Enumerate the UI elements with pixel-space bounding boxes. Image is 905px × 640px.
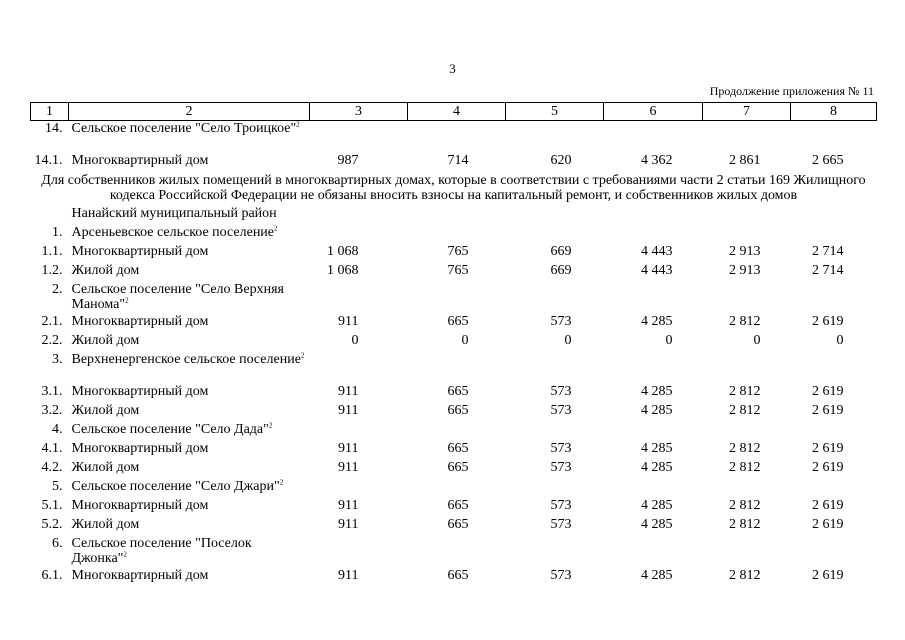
row-name: Жилой дом (71, 459, 140, 475)
table-row (31, 121, 877, 153)
value-cell: 4 285 (641, 383, 673, 399)
table-row (31, 422, 877, 441)
row-name: Жилой дом (71, 262, 140, 278)
table-row (31, 498, 877, 517)
table-row (31, 244, 877, 263)
value-cell: 765 (447, 262, 469, 278)
row-name: Верхненергенское сельское поселение (71, 351, 301, 367)
row-number: 2. (52, 281, 63, 297)
value-cell (408, 121, 506, 153)
value-cell: 0 (665, 332, 673, 348)
header-cell: 5 (506, 103, 604, 121)
value-cell: 573 (550, 516, 572, 532)
table-row (31, 333, 877, 352)
table-row (31, 314, 877, 333)
value-cell: 0 (564, 332, 572, 348)
header-cell: 8 (791, 103, 877, 121)
value-cell (791, 206, 877, 225)
value-cell: 2 913 (729, 243, 761, 259)
value-cell: 4 285 (641, 402, 673, 418)
row-name: Многоквартирный дом (71, 567, 209, 583)
row-name-cell (69, 479, 310, 498)
header-cell: 7 (703, 103, 791, 121)
value-cell (791, 422, 877, 441)
value-cell: 911 (338, 459, 359, 475)
row-number: 14. (45, 121, 63, 136)
footnote-marker: 2 (268, 420, 273, 429)
value-cell (506, 479, 604, 498)
row-number: 2.1. (41, 313, 63, 329)
value-cell (310, 352, 408, 384)
value-cell: 2 619 (812, 497, 844, 513)
value-cell: 2 665 (812, 152, 844, 168)
value-cell (310, 121, 408, 153)
value-cell: 2 913 (729, 262, 761, 278)
row-name: Жилой дом (71, 332, 140, 348)
header-row (31, 103, 877, 121)
value-cell (703, 536, 791, 568)
value-cell (703, 225, 791, 244)
row-name-cell (69, 460, 310, 479)
value-cell: 4 285 (641, 440, 673, 456)
value-cell: 669 (550, 262, 572, 278)
row-name: Многоквартирный дом (71, 440, 209, 456)
row-number: 1. (52, 224, 63, 240)
value-cell (604, 225, 703, 244)
row-name: Арсеньевское сельское поселение (71, 224, 275, 240)
value-cell (506, 422, 604, 441)
value-cell: 911 (338, 497, 359, 513)
value-cell: 714 (447, 152, 469, 168)
value-cell: 573 (550, 383, 572, 399)
footnote-marker: 2 (279, 477, 284, 486)
note-text: Для собственников жилых помещений в многоквартирных домах, которые в соответствии с требованиями части 2 статьи 169 Жилищного кодекса Российской Федерации не обязаны вносить взносы на капитальный ремонт, и собственников жилых домов (41, 172, 866, 203)
row-name: Сельское поселение "Село Джари" (71, 478, 280, 494)
table-row (31, 282, 877, 314)
row-number: 5.2. (41, 516, 63, 532)
value-cell: 2 714 (812, 243, 844, 259)
value-cell: 911 (338, 402, 359, 418)
value-cell: 573 (550, 313, 572, 329)
row-name-cell (69, 568, 310, 587)
value-cell: 573 (550, 440, 572, 456)
value-cell: 911 (338, 516, 359, 532)
value-cell: 2 619 (812, 440, 844, 456)
footnote-marker: 2 (296, 120, 300, 129)
row-name-cell (69, 352, 310, 384)
row-name-cell (69, 422, 310, 441)
table-row (31, 441, 877, 460)
row-number: 3.1. (41, 383, 63, 399)
value-cell: 4 285 (641, 516, 673, 532)
value-cell (703, 422, 791, 441)
value-cell (310, 282, 408, 314)
value-cell: 665 (447, 402, 469, 418)
page-number: 3 (449, 61, 456, 76)
value-cell: 665 (447, 567, 469, 583)
row-name: Нанайский муниципальный район (71, 205, 277, 221)
row-name-cell (69, 314, 310, 333)
value-cell: 987 (337, 152, 359, 168)
value-cell (408, 536, 506, 568)
value-cell (604, 352, 703, 384)
value-cell (408, 352, 506, 384)
value-cell (703, 352, 791, 384)
row-name-cell (69, 121, 310, 153)
row-number: 1.2. (41, 262, 63, 278)
footnote-marker: 2 (123, 549, 127, 558)
value-cell (604, 422, 703, 441)
value-cell: 2 714 (812, 262, 844, 278)
row-number: 5.1. (41, 497, 63, 513)
value-cell: 4 285 (641, 497, 673, 513)
value-cell (310, 536, 408, 568)
row-name: Сельское поселение "Поселок Джонка" (71, 535, 252, 566)
value-cell: 0 (753, 332, 761, 348)
row-name: Сельское поселение "Село Троицкое" (71, 121, 297, 136)
value-cell (791, 282, 877, 314)
row-name-cell (69, 225, 310, 244)
value-cell (791, 479, 877, 498)
value-cell: 2 812 (729, 459, 761, 475)
row-number: 1.1. (41, 243, 63, 259)
row-number: 4. (52, 421, 63, 437)
footnote-marker: 2 (125, 295, 129, 304)
value-cell: 1 068 (327, 243, 359, 259)
value-cell (408, 479, 506, 498)
table-row (31, 460, 877, 479)
value-cell (310, 225, 408, 244)
value-cell: 2 619 (812, 567, 844, 583)
value-cell (791, 352, 877, 384)
row-name-cell (69, 441, 310, 460)
row-name: Многоквартирный дом (71, 383, 209, 399)
value-cell (506, 206, 604, 225)
row-name-cell (69, 244, 310, 263)
row-number: 3. (52, 351, 63, 367)
value-cell: 4 285 (641, 459, 673, 475)
value-cell: 2 861 (729, 152, 761, 168)
header-cell: 1 (31, 103, 69, 121)
row-number (31, 206, 69, 225)
value-cell (506, 282, 604, 314)
row-name-cell (69, 517, 310, 536)
value-cell (310, 422, 408, 441)
header-cell: 3 (310, 103, 408, 121)
table-row (31, 384, 877, 403)
table-row (31, 263, 877, 282)
value-cell: 620 (550, 152, 572, 168)
row-name: Жилой дом (71, 516, 140, 532)
value-cell: 665 (447, 440, 469, 456)
row-name-cell (69, 384, 310, 403)
row-name-cell (69, 333, 310, 352)
value-cell (408, 206, 506, 225)
value-cell: 4 362 (641, 152, 673, 168)
value-cell: 2 619 (812, 313, 844, 329)
row-name: Многоквартирный дом (71, 243, 209, 259)
value-cell: 2 619 (812, 459, 844, 475)
value-cell: 573 (550, 402, 572, 418)
row-number: 2.2. (41, 332, 63, 348)
table-row (31, 536, 877, 568)
table-row (31, 225, 877, 244)
value-cell: 911 (338, 567, 359, 583)
value-cell: 665 (447, 383, 469, 399)
value-cell: 573 (550, 497, 572, 513)
row-name-cell (69, 263, 310, 282)
row-name-cell (69, 498, 310, 517)
value-cell: 2 812 (729, 497, 761, 513)
value-cell (506, 352, 604, 384)
value-cell: 573 (550, 459, 572, 475)
table-row (31, 403, 877, 422)
table-row (31, 206, 877, 225)
value-cell (506, 225, 604, 244)
table-row (31, 568, 877, 587)
row-name-cell (69, 282, 310, 314)
row-number: 14.1. (34, 152, 63, 168)
table-row (31, 153, 877, 172)
table-row (31, 517, 877, 536)
value-cell: 4 443 (641, 262, 673, 278)
row-number: 6. (52, 535, 63, 551)
header-cell: 6 (604, 103, 703, 121)
row-name: Многоквартирный дом (71, 497, 209, 513)
value-cell: 2 812 (729, 567, 761, 583)
row-name: Многоквартирный дом (71, 152, 209, 168)
value-cell (604, 206, 703, 225)
value-cell (604, 121, 703, 153)
footnote-marker: 2 (300, 350, 305, 359)
value-cell (604, 282, 703, 314)
value-cell (408, 225, 506, 244)
value-cell (703, 479, 791, 498)
value-cell: 911 (338, 383, 359, 399)
value-cell: 2 812 (729, 440, 761, 456)
row-number: 5. (52, 478, 63, 494)
value-cell: 0 (351, 332, 359, 348)
row-name-cell (69, 206, 310, 225)
table-row (31, 479, 877, 498)
value-cell (408, 422, 506, 441)
tariff-table (30, 102, 877, 587)
value-cell (604, 536, 703, 568)
value-cell: 665 (447, 459, 469, 475)
footnote-marker: 2 (274, 223, 278, 232)
value-cell: 2 812 (729, 516, 761, 532)
value-cell: 665 (447, 313, 469, 329)
value-cell (310, 206, 408, 225)
value-cell: 4 285 (641, 567, 673, 583)
value-cell: 0 (836, 332, 844, 348)
row-number: 4.1. (41, 440, 63, 456)
appendix-caption: Продолжение приложения № 11 (709, 84, 874, 98)
value-cell (604, 479, 703, 498)
value-cell (506, 536, 604, 568)
row-name: Многоквартирный дом (71, 313, 209, 329)
header-cell: 4 (408, 103, 506, 121)
row-name-cell (69, 153, 310, 172)
value-cell (791, 225, 877, 244)
value-cell: 2 812 (729, 313, 761, 329)
value-cell (703, 121, 791, 153)
row-name-cell (69, 536, 310, 568)
row-name: Сельское поселение "Село Дада" (71, 421, 269, 437)
row-number: 3.2. (41, 402, 63, 418)
value-cell: 2 619 (812, 383, 844, 399)
value-cell (791, 121, 877, 153)
value-cell: 665 (447, 497, 469, 513)
value-cell: 669 (550, 243, 572, 259)
value-cell (791, 536, 877, 568)
value-cell: 2 619 (812, 516, 844, 532)
value-cell: 0 (461, 332, 469, 348)
header-cell: 2 (69, 103, 310, 121)
value-cell: 4 285 (641, 313, 673, 329)
note-row (31, 172, 877, 206)
value-cell: 2 812 (729, 402, 761, 418)
value-cell: 1 068 (327, 262, 359, 278)
value-cell (703, 206, 791, 225)
value-cell (408, 282, 506, 314)
value-cell (506, 121, 604, 153)
value-cell: 573 (550, 567, 572, 583)
row-name: Сельское поселение "Село Верхняя Манома" (71, 281, 284, 312)
value-cell: 911 (338, 440, 359, 456)
value-cell (310, 479, 408, 498)
row-number: 6.1. (41, 567, 63, 583)
table-row (31, 352, 877, 384)
row-number: 4.2. (41, 459, 63, 475)
value-cell: 765 (447, 243, 469, 259)
value-cell: 2 812 (729, 383, 761, 399)
value-cell: 2 619 (812, 402, 844, 418)
value-cell (703, 282, 791, 314)
value-cell: 4 443 (641, 243, 673, 259)
row-name-cell (69, 403, 310, 422)
value-cell: 911 (338, 313, 359, 329)
row-name: Жилой дом (71, 402, 140, 418)
value-cell: 665 (447, 516, 469, 532)
